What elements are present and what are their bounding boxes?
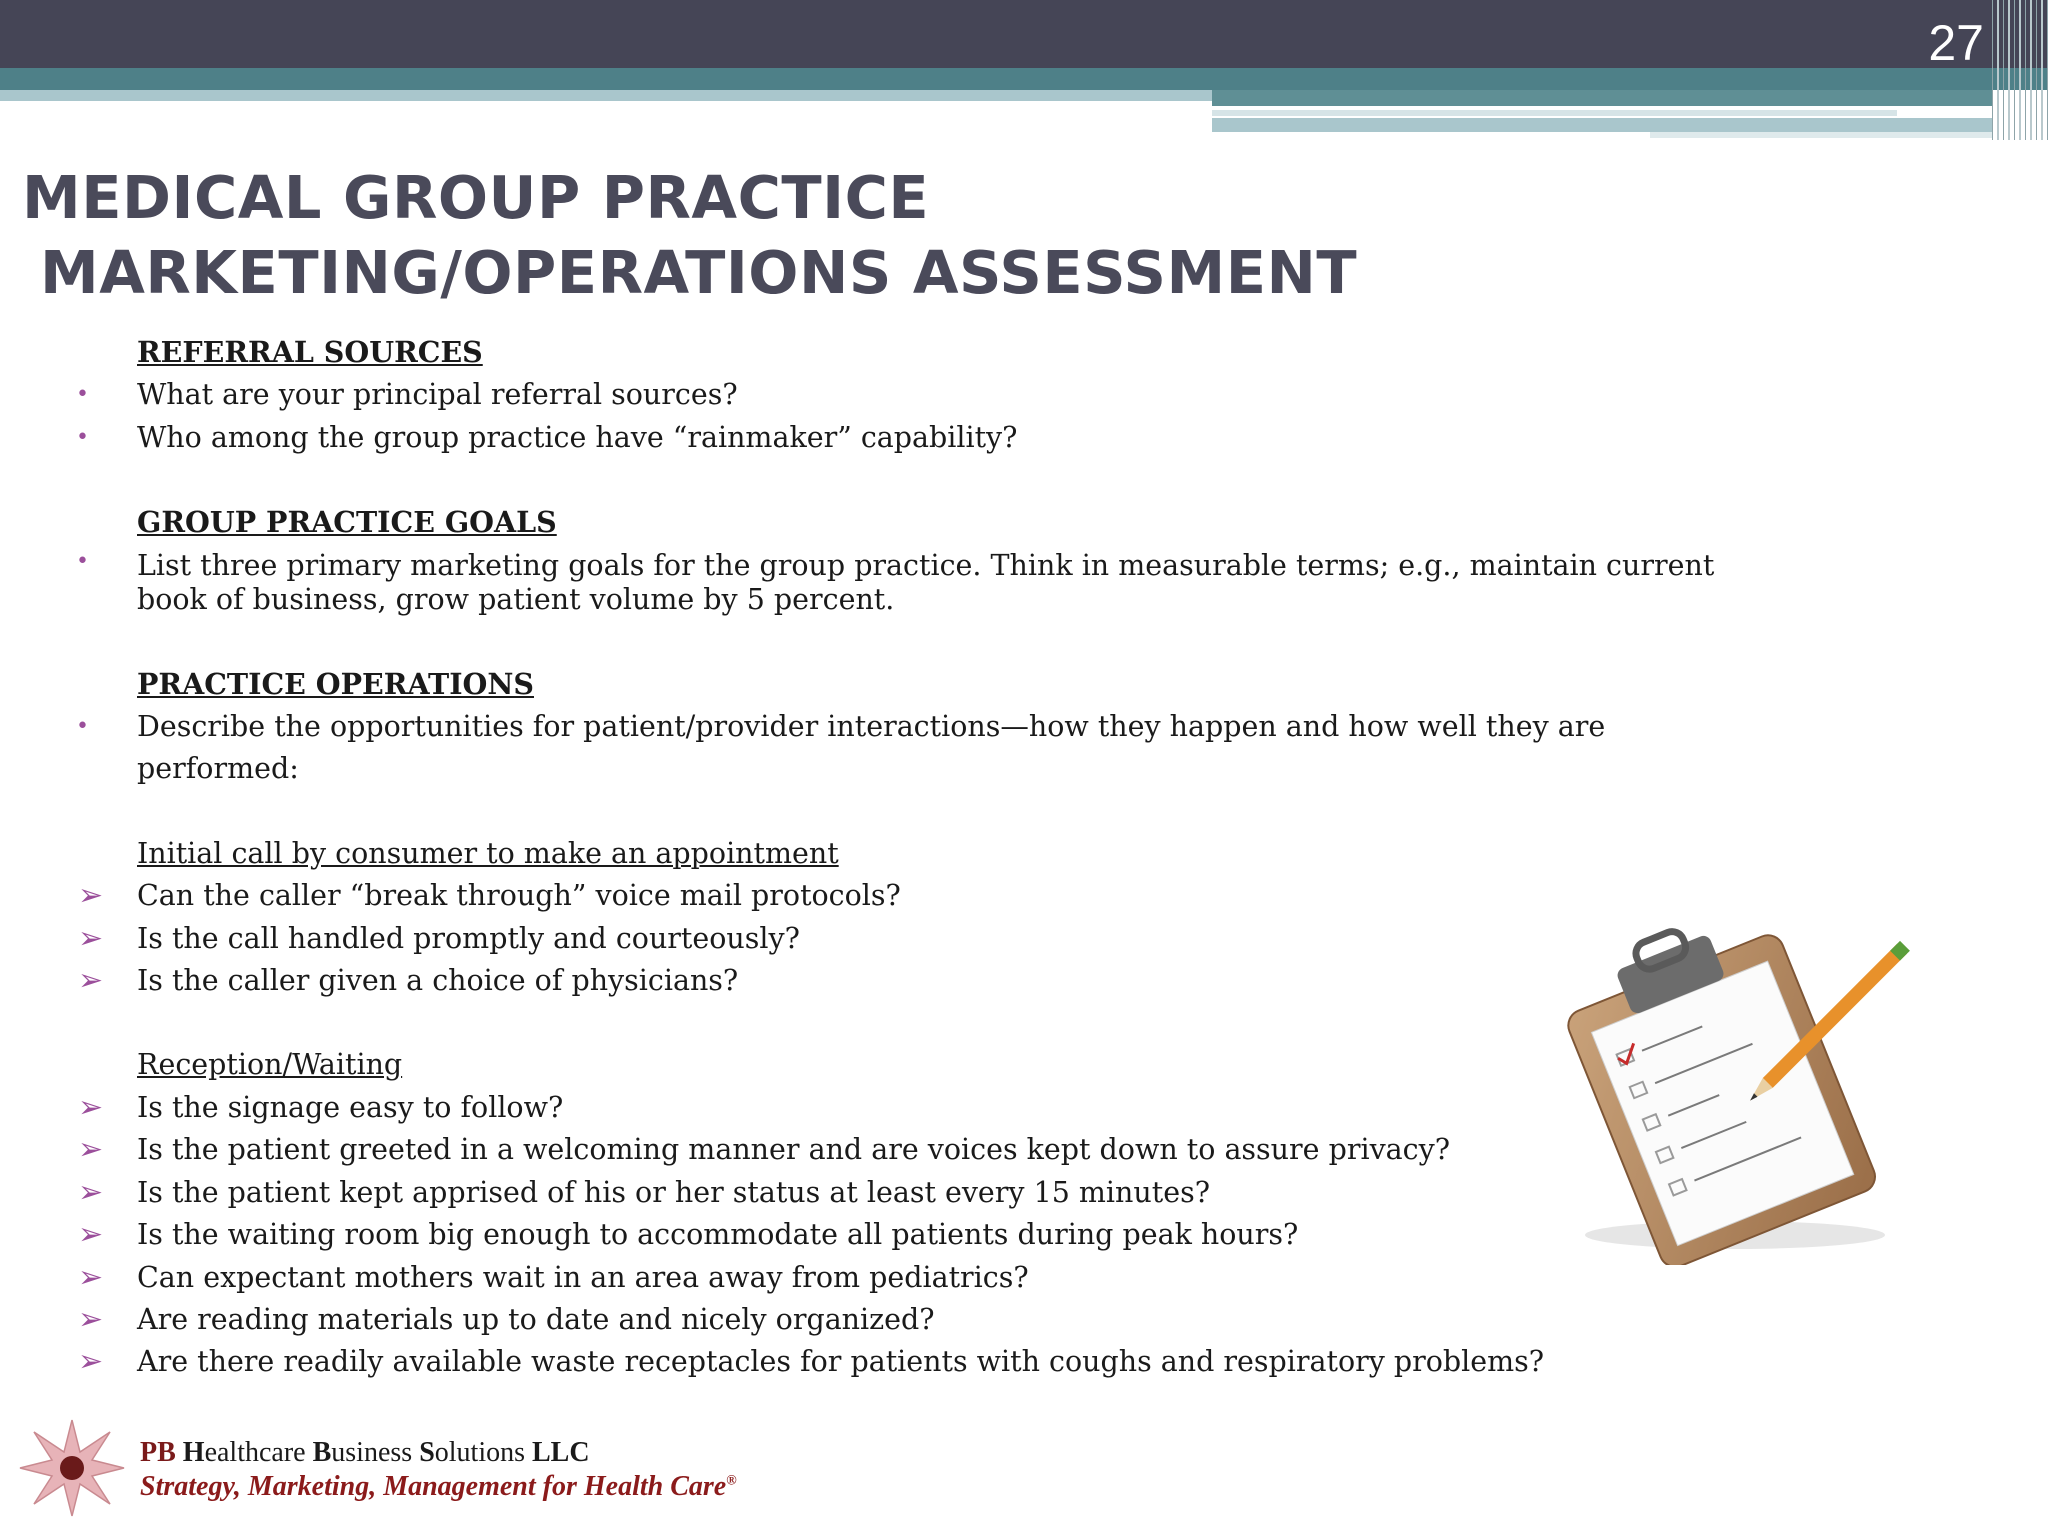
list-item: ➢ Is the waiting room big enough to accommodate all patients during peak hours?: [70, 1214, 1770, 1256]
arrow-bullet-icon: ➢: [78, 920, 104, 956]
list-item: ➢ Is the patient greeted in a welcoming manner and are voices kept down to assure privacy?: [70, 1129, 1770, 1171]
company-star-logo: [18, 1418, 126, 1518]
header-band-right: [1212, 90, 1992, 106]
header-band-teal: [0, 68, 2048, 90]
bullet-dot-icon: •: [76, 382, 89, 408]
list-item: • Who among the group practice have “rainmaker” capability?: [70, 417, 1770, 459]
list-item: ➢ Is the caller given a choice of physicians?: [70, 960, 1770, 1002]
slide-title-line-1: MEDICAL GROUP PRACTICE: [22, 163, 930, 232]
subheading-initial-call: Initial call by consumer to make an appointment: [137, 836, 839, 870]
slide-body: [70, 331, 1770, 1384]
header-band-right-light: [1212, 118, 1992, 132]
list-item: ➢ Can expectant mothers wait in an area away from pediatrics?: [70, 1257, 1770, 1299]
registered-mark: ®: [726, 1473, 737, 1489]
list-item: ➢ Can the caller “break through” voice mail protocols?: [70, 875, 1770, 917]
section-heading-operations: PRACTICE OPERATIONS: [137, 666, 534, 701]
arrow-bullet-icon: ➢: [78, 1132, 104, 1168]
list-item: ➢ Is the call handled promptly and courteously?: [70, 918, 1770, 960]
company-name: PB Healthcare Business Solutions LLC: [140, 1437, 590, 1468]
list-item: ➢ Are there readily available waste receptacles for patients with coughs and respiratory problems?: [70, 1341, 1770, 1383]
arrow-bullet-icon: ➢: [78, 1259, 104, 1295]
page-number: 27: [1928, 15, 1984, 71]
arrow-bullet-icon: ➢: [78, 1217, 104, 1253]
list-item: ➢ Is the signage easy to follow?: [70, 1087, 1770, 1129]
list-item: • What are your principal referral sources?: [70, 374, 1770, 416]
header-band-right-highlight: [1212, 110, 1897, 116]
slide-title-line-2: MARKETING/OPERATIONS ASSESSMENT: [40, 238, 1358, 307]
arrow-bullet-icon: ➢: [78, 963, 104, 999]
arrow-bullet-icon: ➢: [78, 1301, 104, 1337]
clipboard-checklist-illustration: [1530, 905, 1930, 1265]
slide-title: [22, 160, 1357, 310]
bullet-dot-icon: •: [76, 714, 89, 740]
bullet-dot-icon: •: [76, 548, 89, 574]
section-heading-referral: REFERRAL SOURCES: [137, 335, 483, 369]
header-band-right-fade: [1650, 132, 1992, 138]
list-item: • Describe the opportunities for patient/provider interactions—how they happen and how well they are performed:: [70, 706, 1770, 791]
bullet-dot-icon: •: [76, 424, 89, 450]
header-vertical-lines: [1992, 0, 2048, 140]
list-item: ➢ Are reading materials up to date and nicely organized?: [70, 1299, 1770, 1341]
arrow-bullet-icon: ➢: [78, 878, 104, 914]
subheading-reception: Reception/Waiting: [137, 1048, 403, 1082]
list-item: ➢ Is the patient kept apprised of his or her status at least every 15 minutes?: [70, 1172, 1770, 1214]
list-item: • List three primary marketing goals for the group practice. Think in measurable terms; e.g., maintain current book of business, grow patient volume by 5 percent.: [70, 545, 1770, 621]
arrow-bullet-icon: ➢: [78, 1174, 104, 1210]
header-band-dark: [0, 0, 2048, 68]
header-band-light: [0, 90, 1212, 101]
company-tagline: Strategy, Marketing, Management for Health Care®: [140, 1471, 737, 1502]
section-heading-goals: GROUP PRACTICE GOALS: [137, 505, 557, 540]
arrow-bullet-icon: ➢: [78, 1089, 104, 1125]
arrow-bullet-icon: ➢: [78, 1344, 104, 1380]
